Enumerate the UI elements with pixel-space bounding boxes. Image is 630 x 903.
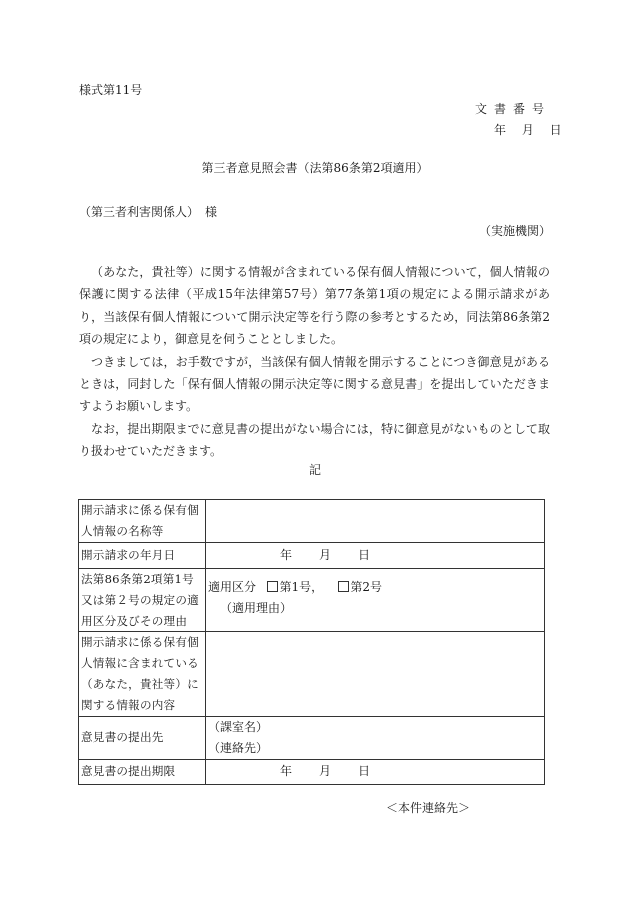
implementing-agency: （実施機関） [478, 224, 551, 238]
submission-deadline-text: 年 月 日 [280, 764, 372, 779]
submission-destination-value [206, 716, 545, 759]
applicable-category-label: 法第86条第2項第1号又は第２号の規定の適用区分及びその理由 [79, 569, 206, 632]
reason-text: （適用理由） [220, 600, 293, 615]
contact-text: （連絡先） [208, 740, 269, 755]
submission-deadline-label: 意見書の提出期限 [79, 759, 206, 784]
ki-heading: 記 [308, 463, 321, 477]
request-date-value [206, 543, 545, 569]
body-text [79, 261, 550, 463]
table-row [79, 716, 545, 759]
info-content-label: 開示請求に係る保有個人情報に含まれている（あなた，貴社等）に関する情報の内容 [79, 632, 206, 716]
option-1-label: 第1号， [279, 580, 324, 594]
info-name-label: 開示請求に係る保有個人情報の名称等 [79, 500, 206, 543]
checkbox-item-2[interactable] [338, 581, 349, 592]
checkbox-item-1[interactable] [267, 581, 278, 592]
table-row [79, 569, 545, 632]
submission-deadline-value [206, 759, 545, 784]
info-content-value [206, 632, 545, 716]
contact-note: ＜本件連絡先＞ [386, 801, 471, 815]
table-row [79, 632, 545, 716]
info-name-value [206, 500, 545, 543]
category-line [208, 577, 542, 598]
document-date-label: 年 月 日 [494, 123, 563, 137]
body-paragraph-1: （あなた，貴社等）に関する情報が含まれている保有個人情報について，個人情報の保護に関する法律（平成15年法律第57号）第77条第1項の規定による開示請求があり，当該保有個人情報について開示決定等を行う際の参考とするため，同法第86条第2項の規定により，御意見を伺うこととしました。 [79, 265, 550, 347]
request-date-label: 開示請求の年月日 [79, 543, 206, 569]
option-2-label: 第2号 [350, 580, 383, 594]
request-date-text: 年 月 日 [280, 548, 372, 563]
table-row [79, 500, 545, 543]
form-number: 様式第11号 [79, 83, 143, 97]
category-text: 適用区分 [208, 580, 257, 594]
submission-destination-label: 意見書の提出先 [79, 716, 206, 759]
page-title: 第三者意見照会書（法第86条第2項適用） [201, 161, 429, 175]
table-row [79, 543, 545, 569]
details-table [78, 499, 545, 785]
body-paragraph-3: なお，提出期限までに意見書の提出がない場合には，特に御意見がないものとして取り扱わせていただきます。 [79, 421, 550, 459]
document-number-label: 文書番号 [475, 102, 552, 116]
applicable-category-value [206, 569, 545, 632]
table-row [79, 759, 545, 784]
body-paragraph-2: つきましては，お手数ですが，当該保有個人情報を開示することにつき御意見があるときは，同封した「保有個人情報の開示決定等に関する意見書」を提出していただきますようお願いします。 [79, 354, 550, 414]
addressee: （第三者利害関係人） 様 [79, 205, 218, 219]
department-text: （課室名） [208, 719, 269, 734]
